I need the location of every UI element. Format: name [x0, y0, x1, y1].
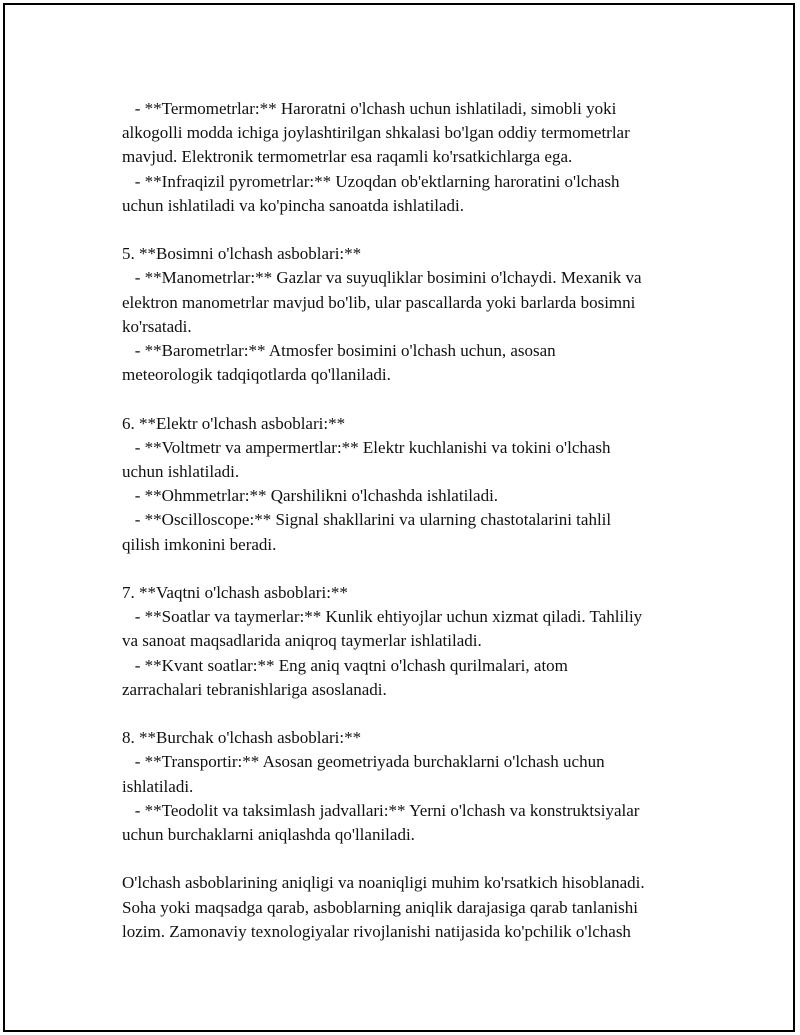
text-line: zarrachalari tebranishlariga asoslanadi.	[122, 679, 387, 699]
blank-line	[122, 387, 722, 411]
text-line: alkogolli modda ichiga joylashtirilgan shkalasi bo'lgan oddiy termometrlar	[122, 123, 630, 143]
text-line: elektron manometrlar mavjud bo'lib, ular pascallarda yoki barlarda bosimni	[122, 292, 636, 312]
text-line: - **Ohmmetrlar:** Qarshilikni o'lchashda ishlatiladi.	[122, 486, 499, 506]
text-line: - **Soatlar va taymerlar:** Kunlik ehtiyojlar uchun xizmat qiladi. Tahliliy	[122, 607, 643, 627]
text-line: va sanoat maqsadlarida aniqroq taymerlar ishlatiladi.	[122, 631, 482, 651]
text-line: mavjud. Elektronik termometrlar esa raqamli ko'rsatkichlarga ega.	[122, 147, 573, 167]
text-line: - **Infraqizil pyrometrlar:** Uzoqdan ob'ektlarning haroratini o'lchash	[122, 171, 620, 191]
text-line: ko'rsatadi.	[122, 316, 192, 336]
blank-line	[122, 218, 722, 242]
closing-paragraph	[122, 871, 722, 944]
section-heading: 5. **Bosimni o'lchash asboblari:**	[122, 244, 362, 264]
text-line: uchun ishlatiladi.	[122, 462, 240, 482]
text-line: Soha yoki maqsadga qarab, asboblarning aniqlik darajasiga qarab tanlanishi	[122, 897, 638, 917]
blank-line	[122, 557, 722, 581]
document-page	[3, 3, 795, 1032]
blank-line	[122, 702, 722, 726]
section-heading: 7. **Vaqtni o'lchash asboblari:**	[122, 583, 348, 603]
text-line: - **Voltmetr va ampermertlar:** Elektr kuchlanishi va tokini o'lchash	[122, 437, 611, 457]
section-pressure-instruments	[122, 242, 722, 387]
section-angle-instruments	[122, 726, 722, 847]
text-line: lozim. Zamonaviy texnologiyalar rivojlanishi natijasida ko'pchilik o'lchash	[122, 921, 631, 941]
section-electrical-instruments	[122, 412, 722, 557]
text-line: O'lchash asboblarining aniqligi va noaniqligi muhim ko'rsatkich hisoblanadi.	[122, 873, 645, 893]
text-line: - **Oscilloscope:** Signal shakllarini va ularning chastotalarini tahlil	[122, 510, 612, 530]
text-line: - **Manometrlar:** Gazlar va suyuqliklar bosimini o'lchaydi. Mexanik va	[122, 268, 642, 288]
text-line: ishlatiladi.	[122, 776, 194, 796]
text-line: uchun burchaklarni aniqlashda qo'llaniladi.	[122, 825, 415, 845]
text-line: - **Termometrlar:** Haroratni o'lchash uchun ishlatiladi, simobli yoki	[122, 99, 617, 118]
text-line: - **Barometrlar:** Atmosfer bosimini o'lchash uchun, asosan	[122, 341, 556, 361]
text-line: qilish imkonini beradi.	[122, 534, 277, 554]
section-time-instruments	[122, 581, 722, 702]
text-line: meteorologik tadqiqotlarda qo'llaniladi.	[122, 365, 391, 385]
blank-line	[122, 847, 722, 871]
text-line: uchun ishlatiladi va ko'pincha sanoatda ishlatiladi.	[122, 195, 465, 215]
document-body	[122, 97, 722, 944]
text-line: - **Transportir:** Asosan geometriyada burchaklarni o'lchash uchun	[122, 752, 605, 772]
text-line: - **Kvant soatlar:** Eng aniq vaqtni o'lchash qurilmalari, atom	[122, 655, 568, 675]
section-heading: 6. **Elektr o'lchash asboblari:**	[122, 413, 346, 433]
section-temperature-continued	[122, 97, 722, 218]
text-line: - **Teodolit va taksimlash jadvallari:** Yerni o'lchash va konstruktsiyalar	[122, 800, 640, 820]
section-heading: 8. **Burchak o'lchash asboblari:**	[122, 728, 362, 748]
